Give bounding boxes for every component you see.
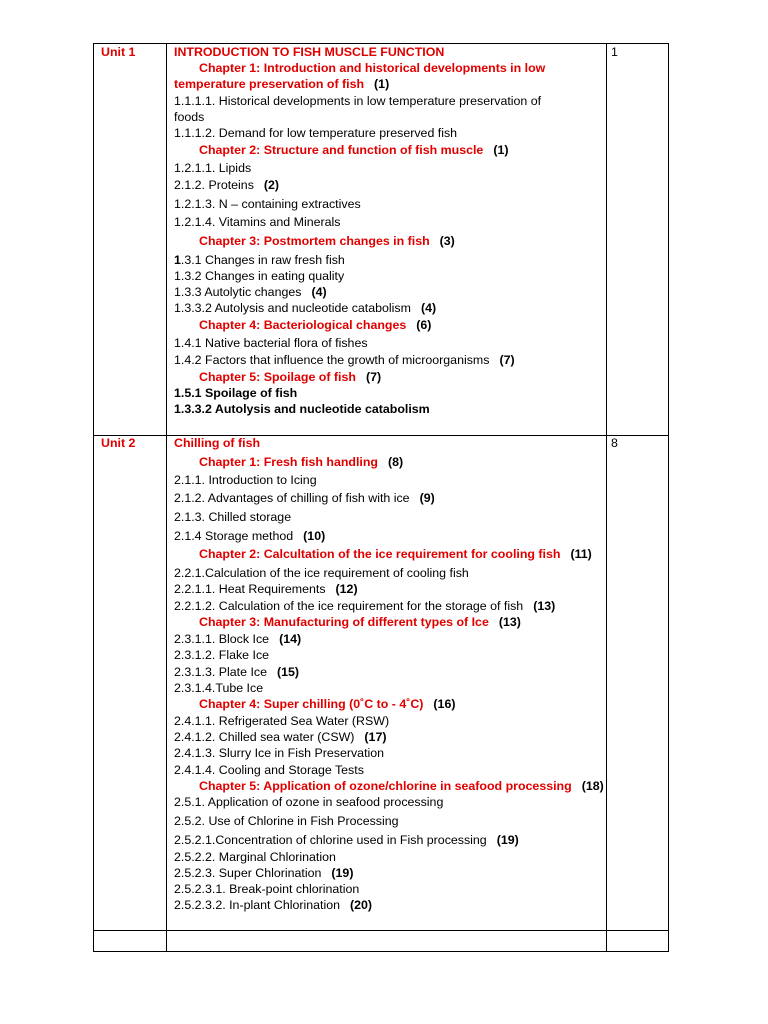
topic-text: 2.2.1.1. Heat Requirements xyxy=(174,582,326,596)
chapter-heading xyxy=(174,77,389,92)
topic-text: 1.3.3.2 Autolysis and nucleotide catabolism xyxy=(174,402,430,416)
heading-text: Chapter 4: Super chilling (0˚C to - 4˚C) xyxy=(199,697,424,711)
topic-line xyxy=(174,529,325,544)
topic-line xyxy=(174,681,263,696)
topic-line xyxy=(174,285,327,300)
heading-text: Chapter 2: Structure and function of fish muscle xyxy=(199,143,484,157)
chapter-heading xyxy=(199,779,604,794)
page-reference: (13) xyxy=(533,599,556,613)
topic-line xyxy=(174,126,457,141)
topic-text: 2.5.2.3.2. In-plant Chlorination xyxy=(174,898,341,912)
topic-line xyxy=(174,582,358,597)
topic-line xyxy=(174,866,353,881)
topic-line xyxy=(174,730,386,745)
topic-line xyxy=(174,833,519,848)
topic-line xyxy=(174,402,430,417)
topic-text: 2.5.1. Application of ozone in seafood processing xyxy=(174,795,444,809)
chapter-heading xyxy=(199,615,521,630)
page-reference: (2) xyxy=(263,178,280,192)
topic-line xyxy=(174,632,301,647)
unit-label: Unit 2 xyxy=(101,436,136,450)
page-reference: (8) xyxy=(388,455,404,469)
chapter-heading xyxy=(199,61,545,76)
topic-line xyxy=(174,491,435,506)
topic-text: 2.4.1.3. Slurry Ice in Fish Preservation xyxy=(174,746,385,760)
topic-text: 2.3.1.4.Tube Ice xyxy=(174,681,264,695)
topic-text: 1.1.1.1. Historical developments in low temperature preservation of xyxy=(174,94,542,108)
topic-text: 2.4.1.2. Chilled sea water (CSW) xyxy=(174,730,355,744)
page-reference: (19) xyxy=(496,833,519,847)
page-reference: (13) xyxy=(498,615,521,629)
topic-line xyxy=(174,746,384,761)
chapter-heading xyxy=(199,143,508,158)
heading-text: Chapter 3: Manufacturing of different types of Ice xyxy=(199,615,489,629)
page-reference: (19) xyxy=(331,866,354,880)
heading-text: Chapter 5: Application of ozone/chlorine in seafood processing xyxy=(199,779,572,793)
page-reference: (14) xyxy=(279,632,302,646)
heading-text: Chapter 3: Postmortem changes in fish xyxy=(199,234,430,248)
heading-text: Chapter 1: Fresh fish handling xyxy=(199,455,378,469)
topic-text: 2.4.1.4. Cooling and Storage Tests xyxy=(174,763,364,777)
chapter-heading xyxy=(199,697,455,712)
topic-text: 2.5.2.2. Marginal Chlorination xyxy=(174,850,336,864)
topic-line xyxy=(174,269,344,284)
topic-line xyxy=(174,714,389,729)
topic-text: 1.2.1.1. Lipids xyxy=(174,161,252,175)
unit-title xyxy=(174,436,260,451)
page-reference: (4) xyxy=(311,285,327,299)
topic-text: 1.2.1.4. Vitamins and Minerals xyxy=(174,215,341,229)
column-divider xyxy=(606,44,607,951)
topic-text: .3.1 Changes in raw fresh fish xyxy=(180,253,345,267)
empty-row xyxy=(94,930,668,951)
topic-text: 1.3.2 Changes in eating quality xyxy=(174,269,345,283)
topic-line xyxy=(174,566,469,581)
topic-text: 2.5.2.1.Concentration of chlorine used in Fish processing xyxy=(174,833,487,847)
topic-line xyxy=(174,510,291,525)
chapter-heading xyxy=(199,547,592,562)
topic-line xyxy=(174,814,399,829)
topic-text: 2.3.1.2. Flake Ice xyxy=(174,648,270,662)
page-reference: (10) xyxy=(303,529,326,543)
topic-line xyxy=(174,898,372,913)
topic-text: 2.4.1.1. Refrigerated Sea Water (RSW) xyxy=(174,714,390,728)
topic-line xyxy=(174,110,204,125)
topic-text: 1.1.1.2. Demand for low temperature preserved fish xyxy=(174,126,458,140)
topic-text: 1.3.3.2 Autolysis and nucleotide catabolism xyxy=(174,301,411,315)
topic-line xyxy=(174,665,299,680)
topic-line xyxy=(174,599,555,614)
topic-line xyxy=(174,301,436,316)
chapter-heading xyxy=(199,318,431,333)
topic-line xyxy=(174,473,317,488)
topic-line xyxy=(174,850,336,865)
topic-text: 2.3.1.1. Block Ice xyxy=(174,632,270,646)
chapter-heading xyxy=(199,455,403,470)
topic-text: foods xyxy=(174,110,205,124)
unit-title xyxy=(174,45,444,60)
topic-line xyxy=(174,253,345,268)
topic-text: 2.2.1.2. Calculation of the ice requirement for the storage of fish xyxy=(174,599,524,613)
topic-line xyxy=(174,763,364,778)
topic-text: 2.5.2. Use of Chlorine in Fish Processing xyxy=(174,814,399,828)
topic-line xyxy=(174,94,541,109)
topic-line xyxy=(174,353,515,368)
heading-text: Chapter 4: Bacteriological changes xyxy=(199,318,407,332)
page-reference: (4) xyxy=(420,301,437,315)
heading-text: INTRODUCTION TO FISH MUSCLE FUNCTION xyxy=(174,45,445,59)
heading-text: Chapter 1: Introduction and historical developments in low xyxy=(199,61,546,75)
heading-text: Chapter 5: Spoilage of fish xyxy=(199,370,356,384)
topic-text: 2.1.1. Introduction to Icing xyxy=(174,473,317,487)
page-reference: (15) xyxy=(277,665,300,679)
topic-line xyxy=(174,386,297,401)
page-reference: (1) xyxy=(493,143,509,157)
syllabus-table xyxy=(93,43,669,952)
page-number: 1 xyxy=(611,45,618,59)
heading-text: Chilling of fish xyxy=(174,436,261,450)
topic-text: 1.4.2 Factors that influence the growth of microorganisms xyxy=(174,353,490,367)
topic-line xyxy=(174,215,340,230)
topic-text: 2.2.1.Calculation of the ice requirement of cooling fish xyxy=(174,566,469,580)
topic-line xyxy=(174,882,359,897)
topic-text: 2.1.4 Storage method xyxy=(174,529,294,543)
topic-line xyxy=(174,178,279,193)
topic-line xyxy=(174,795,443,810)
topic-text: 1.2.1.3. N – containing extractives xyxy=(174,197,361,211)
topic-line xyxy=(174,648,269,663)
page-reference: (17) xyxy=(364,730,387,744)
page-reference: (9) xyxy=(419,491,435,505)
page-reference: (6) xyxy=(416,318,432,332)
page-reference: (7) xyxy=(365,370,382,384)
topic-line xyxy=(174,161,251,176)
topic-text: 2.1.2. Proteins xyxy=(174,178,254,192)
column-divider xyxy=(166,44,167,951)
topic-line xyxy=(174,197,361,212)
page-number: 8 xyxy=(611,436,618,450)
topic-text: 2.3.1.3. Plate Ice xyxy=(174,665,267,679)
heading-text: Chapter 2: Calcultation of the ice requirement for cooling fish xyxy=(199,547,561,561)
page-reference: (3) xyxy=(439,234,455,248)
page-reference: (16) xyxy=(433,697,456,711)
topic-line xyxy=(174,336,368,351)
page-reference: (1) xyxy=(374,77,390,91)
page-reference: (18) xyxy=(581,779,604,793)
topic-text: 1 xyxy=(174,253,181,267)
topic-text: 2.5.2.3.1. Break-point chlorination xyxy=(174,882,360,896)
topic-text: 2.1.2. Advantages of chilling of fish with ice xyxy=(174,491,410,505)
page-reference: (7) xyxy=(499,353,515,367)
topic-text: 2.5.2.3. Super Chlorination xyxy=(174,866,322,880)
chapter-heading xyxy=(199,234,455,249)
chapter-heading xyxy=(199,370,381,385)
topic-text: 2.1.3. Chilled storage xyxy=(174,510,292,524)
page-reference: (11) xyxy=(570,547,592,561)
unit-label: Unit 1 xyxy=(101,45,136,59)
heading-text: temperature preservation of fish xyxy=(174,77,365,91)
page-reference: (12) xyxy=(335,582,358,596)
page-reference: (20) xyxy=(350,898,373,912)
topic-text: 1.4.1 Native bacterial flora of fishes xyxy=(174,336,368,350)
topic-text: 1.5.1 Spoilage of fish xyxy=(174,386,298,400)
topic-text: 1.3.3 Autolytic changes xyxy=(174,285,302,299)
